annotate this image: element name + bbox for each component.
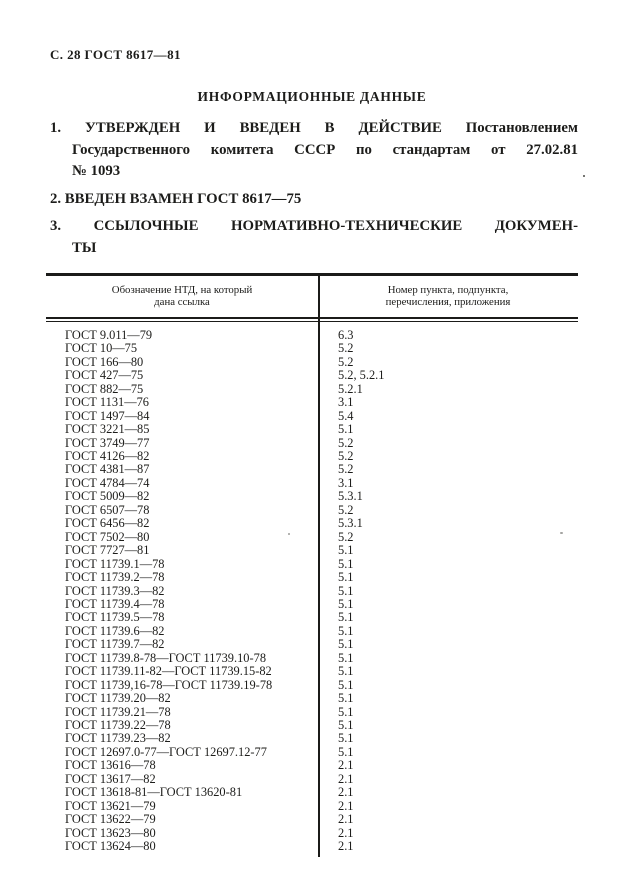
ref-cell: 5.2 bbox=[338, 341, 354, 356]
ntd-cell: ГОСТ 11739.2—78 bbox=[65, 570, 165, 585]
ntd-cell: ГОСТ 11739.1—78 bbox=[65, 556, 165, 571]
table-row bbox=[46, 558, 578, 571]
ntd-cell: ГОСТ 11739.6—82 bbox=[65, 623, 165, 638]
table-row bbox=[46, 490, 578, 503]
ref-cell: 5.1 bbox=[338, 556, 354, 571]
ref-cell: 5.1 bbox=[338, 623, 354, 638]
ntd-cell: ГОСТ 6507—78 bbox=[65, 502, 150, 517]
table-row bbox=[46, 679, 578, 692]
table-row bbox=[46, 544, 578, 557]
table-row bbox=[46, 800, 578, 813]
ref-cell: 5.1 bbox=[338, 596, 354, 611]
ref-cell: 5.1 bbox=[338, 718, 354, 733]
info-item bbox=[50, 118, 578, 183]
table-row bbox=[46, 611, 578, 624]
info-item bbox=[50, 216, 578, 259]
scan-speck bbox=[560, 532, 563, 534]
ref-cell: 5.1 bbox=[338, 664, 354, 679]
table-row bbox=[46, 463, 578, 476]
table-row bbox=[46, 827, 578, 840]
ref-cell: 2.1 bbox=[338, 812, 354, 827]
ntd-cell: ГОСТ 3749—77 bbox=[65, 435, 150, 450]
table-row bbox=[46, 759, 578, 772]
ref-cell: 3.1 bbox=[338, 475, 354, 490]
ntd-cell: ГОСТ 13616—78 bbox=[65, 758, 156, 773]
table-row bbox=[46, 706, 578, 719]
table-row bbox=[46, 638, 578, 651]
ntd-cell: ГОСТ 11739.3—82 bbox=[65, 583, 165, 598]
info-item-line: № 1093 bbox=[72, 163, 121, 179]
ntd-cell: ГОСТ 1131—76 bbox=[65, 395, 149, 410]
ref-cell: 5.2 bbox=[338, 462, 354, 477]
ntd-cell: ГОСТ 13623—80 bbox=[65, 825, 156, 840]
col1-header-line1: Обозначение НТД, на который bbox=[111, 283, 253, 296]
ref-cell: 5.2, 5.2.1 bbox=[338, 368, 385, 383]
table-row bbox=[46, 396, 578, 409]
ref-cell: 5.3.1 bbox=[338, 489, 363, 504]
reference-table bbox=[46, 273, 578, 854]
ref-cell: 5.1 bbox=[338, 637, 354, 652]
table-row bbox=[46, 571, 578, 584]
col2-header-line1: Номер пункта, подпункта, bbox=[387, 283, 509, 296]
table-row bbox=[46, 517, 578, 530]
ref-cell: 5.1 bbox=[338, 744, 354, 759]
ref-cell: 5.1 bbox=[338, 731, 354, 746]
table-row bbox=[46, 652, 578, 665]
ntd-cell: ГОСТ 13618-81—ГОСТ 13620-81 bbox=[65, 785, 243, 800]
ntd-cell: ГОСТ 4784—74 bbox=[65, 475, 150, 490]
ntd-cell: ГОСТ 6456—82 bbox=[65, 516, 150, 531]
ntd-cell: ГОСТ 11739.22—78 bbox=[65, 718, 171, 733]
ntd-cell: ГОСТ 427—75 bbox=[65, 368, 144, 383]
info-item-line: 2. ВВЕДЕН ВЗАМЕН ГОСТ 8617—75 bbox=[50, 190, 302, 207]
info-item-line: ТЫ bbox=[72, 239, 97, 256]
info-item-line: Государственного комитета СССР по стандартам от 27.02.81 bbox=[72, 141, 578, 158]
ntd-cell: ГОСТ 13621—79 bbox=[65, 798, 156, 813]
ntd-cell: ГОСТ 11739,16-78—ГОСТ 11739.19-78 bbox=[65, 677, 273, 692]
ntd-cell: ГОСТ 11739.20—82 bbox=[65, 691, 171, 706]
page-number-header: С. 28 ГОСТ 8617—81 bbox=[50, 47, 181, 62]
ntd-cell: ГОСТ 11739.21—78 bbox=[65, 704, 171, 719]
col1-header-line2: дана ссылка bbox=[154, 296, 210, 308]
ref-cell: 5.1 bbox=[338, 691, 354, 706]
ref-cell: 5.3.1 bbox=[338, 516, 363, 531]
info-item-line: 3. ССЫЛОЧНЫЕ НОРМАТИВНО-ТЕХНИЧЕСКИЕ ДОКУМЕН- bbox=[50, 218, 578, 234]
ntd-cell: ГОСТ 11739.23—82 bbox=[65, 731, 171, 746]
ref-cell: 5.1 bbox=[338, 704, 354, 719]
ref-cell: 5.4 bbox=[338, 408, 354, 423]
ntd-cell: ГОСТ 4381—87 bbox=[65, 462, 150, 477]
ntd-cell: ГОСТ 7502—80 bbox=[65, 529, 150, 544]
info-item-line: 1. УТВЕРЖДЕН И ВВЕДЕН В ДЕЙСТВИЕ Постановлением bbox=[50, 120, 578, 136]
table-row bbox=[46, 423, 578, 436]
ref-cell: 2.1 bbox=[338, 839, 354, 854]
table-header-row bbox=[46, 276, 578, 317]
ntd-cell: ГОСТ 4126—82 bbox=[65, 448, 150, 463]
table-row bbox=[46, 719, 578, 732]
ntd-cell: ГОСТ 7727—81 bbox=[65, 543, 150, 558]
table-row bbox=[46, 665, 578, 678]
col2-header-line2: перечисления, приложения bbox=[385, 296, 511, 308]
ref-cell: 2.1 bbox=[338, 825, 354, 840]
table-row bbox=[46, 410, 578, 423]
info-item bbox=[50, 189, 578, 211]
table-row bbox=[46, 437, 578, 450]
ref-cell: 5.1 bbox=[338, 570, 354, 585]
ref-cell: 2.1 bbox=[338, 758, 354, 773]
ref-cell: 5.2 bbox=[338, 448, 354, 463]
col2-header bbox=[318, 284, 578, 317]
ntd-cell: ГОСТ 11739.7—82 bbox=[65, 637, 165, 652]
ntd-cell: ГОСТ 11739.11-82—ГОСТ 11739.15-82 bbox=[65, 664, 272, 679]
table-row bbox=[46, 329, 578, 342]
ref-cell: 6.3 bbox=[338, 327, 354, 342]
ref-cell: 5.1 bbox=[338, 650, 354, 665]
ntd-cell: ГОСТ 10—75 bbox=[65, 341, 138, 356]
table-row bbox=[46, 786, 578, 799]
table-row bbox=[46, 813, 578, 826]
ntd-cell: ГОСТ 3221—85 bbox=[65, 422, 150, 437]
table-row bbox=[46, 504, 578, 517]
ref-cell: 5.2 bbox=[338, 502, 354, 517]
ref-cell: 5.1 bbox=[338, 610, 354, 625]
table-row bbox=[46, 773, 578, 786]
scan-speck bbox=[583, 175, 585, 177]
table-body bbox=[46, 322, 578, 854]
table-row bbox=[46, 625, 578, 638]
ntd-cell: ГОСТ 882—75 bbox=[65, 381, 144, 396]
table-row bbox=[46, 531, 578, 544]
column-divider bbox=[318, 273, 320, 857]
scan-speck bbox=[288, 533, 290, 535]
ntd-cell: ГОСТ 5009—82 bbox=[65, 489, 150, 504]
table-row bbox=[46, 342, 578, 355]
ref-cell: 5.2 bbox=[338, 435, 354, 450]
table-row bbox=[46, 692, 578, 705]
ref-cell: 5.1 bbox=[338, 583, 354, 598]
table-row bbox=[46, 598, 578, 611]
ref-cell: 5.1 bbox=[338, 543, 354, 558]
ref-cell: 2.1 bbox=[338, 771, 354, 786]
ref-cell: 5.1 bbox=[338, 677, 354, 692]
table-row bbox=[46, 585, 578, 598]
ntd-cell: ГОСТ 11739.5—78 bbox=[65, 610, 165, 625]
ref-cell: 5.2 bbox=[338, 354, 354, 369]
table-row bbox=[46, 450, 578, 463]
table-row bbox=[46, 369, 578, 382]
ntd-cell: ГОСТ 13622—79 bbox=[65, 812, 156, 827]
ref-cell: 2.1 bbox=[338, 785, 354, 800]
table-row bbox=[46, 840, 578, 853]
table-row bbox=[46, 356, 578, 369]
section-title: ИНФОРМАЦИОННЫЕ ДАННЫЕ bbox=[197, 89, 427, 104]
table-row bbox=[46, 746, 578, 759]
ref-cell: 2.1 bbox=[338, 798, 354, 813]
ntd-cell: ГОСТ 1497—84 bbox=[65, 408, 150, 423]
ntd-cell: ГОСТ 11739.4—78 bbox=[65, 596, 165, 611]
ref-cell: 5.2 bbox=[338, 529, 354, 544]
ref-cell: 3.1 bbox=[338, 395, 354, 410]
ntd-cell: ГОСТ 13617—82 bbox=[65, 771, 156, 786]
table-row bbox=[46, 383, 578, 396]
table-row bbox=[46, 477, 578, 490]
ntd-cell: ГОСТ 166—80 bbox=[65, 354, 144, 369]
ref-cell: 5.1 bbox=[338, 422, 354, 437]
ref-cell: 5.2.1 bbox=[338, 381, 363, 396]
ntd-cell: ГОСТ 11739.8-78—ГОСТ 11739.10-78 bbox=[65, 650, 267, 665]
ntd-cell: ГОСТ 9.011—79 bbox=[65, 327, 153, 342]
table-row bbox=[46, 732, 578, 745]
ntd-cell: ГОСТ 12697.0-77—ГОСТ 12697.12-77 bbox=[65, 744, 267, 759]
ntd-cell: ГОСТ 13624—80 bbox=[65, 839, 156, 854]
col1-header bbox=[46, 284, 318, 317]
info-items bbox=[50, 118, 578, 265]
